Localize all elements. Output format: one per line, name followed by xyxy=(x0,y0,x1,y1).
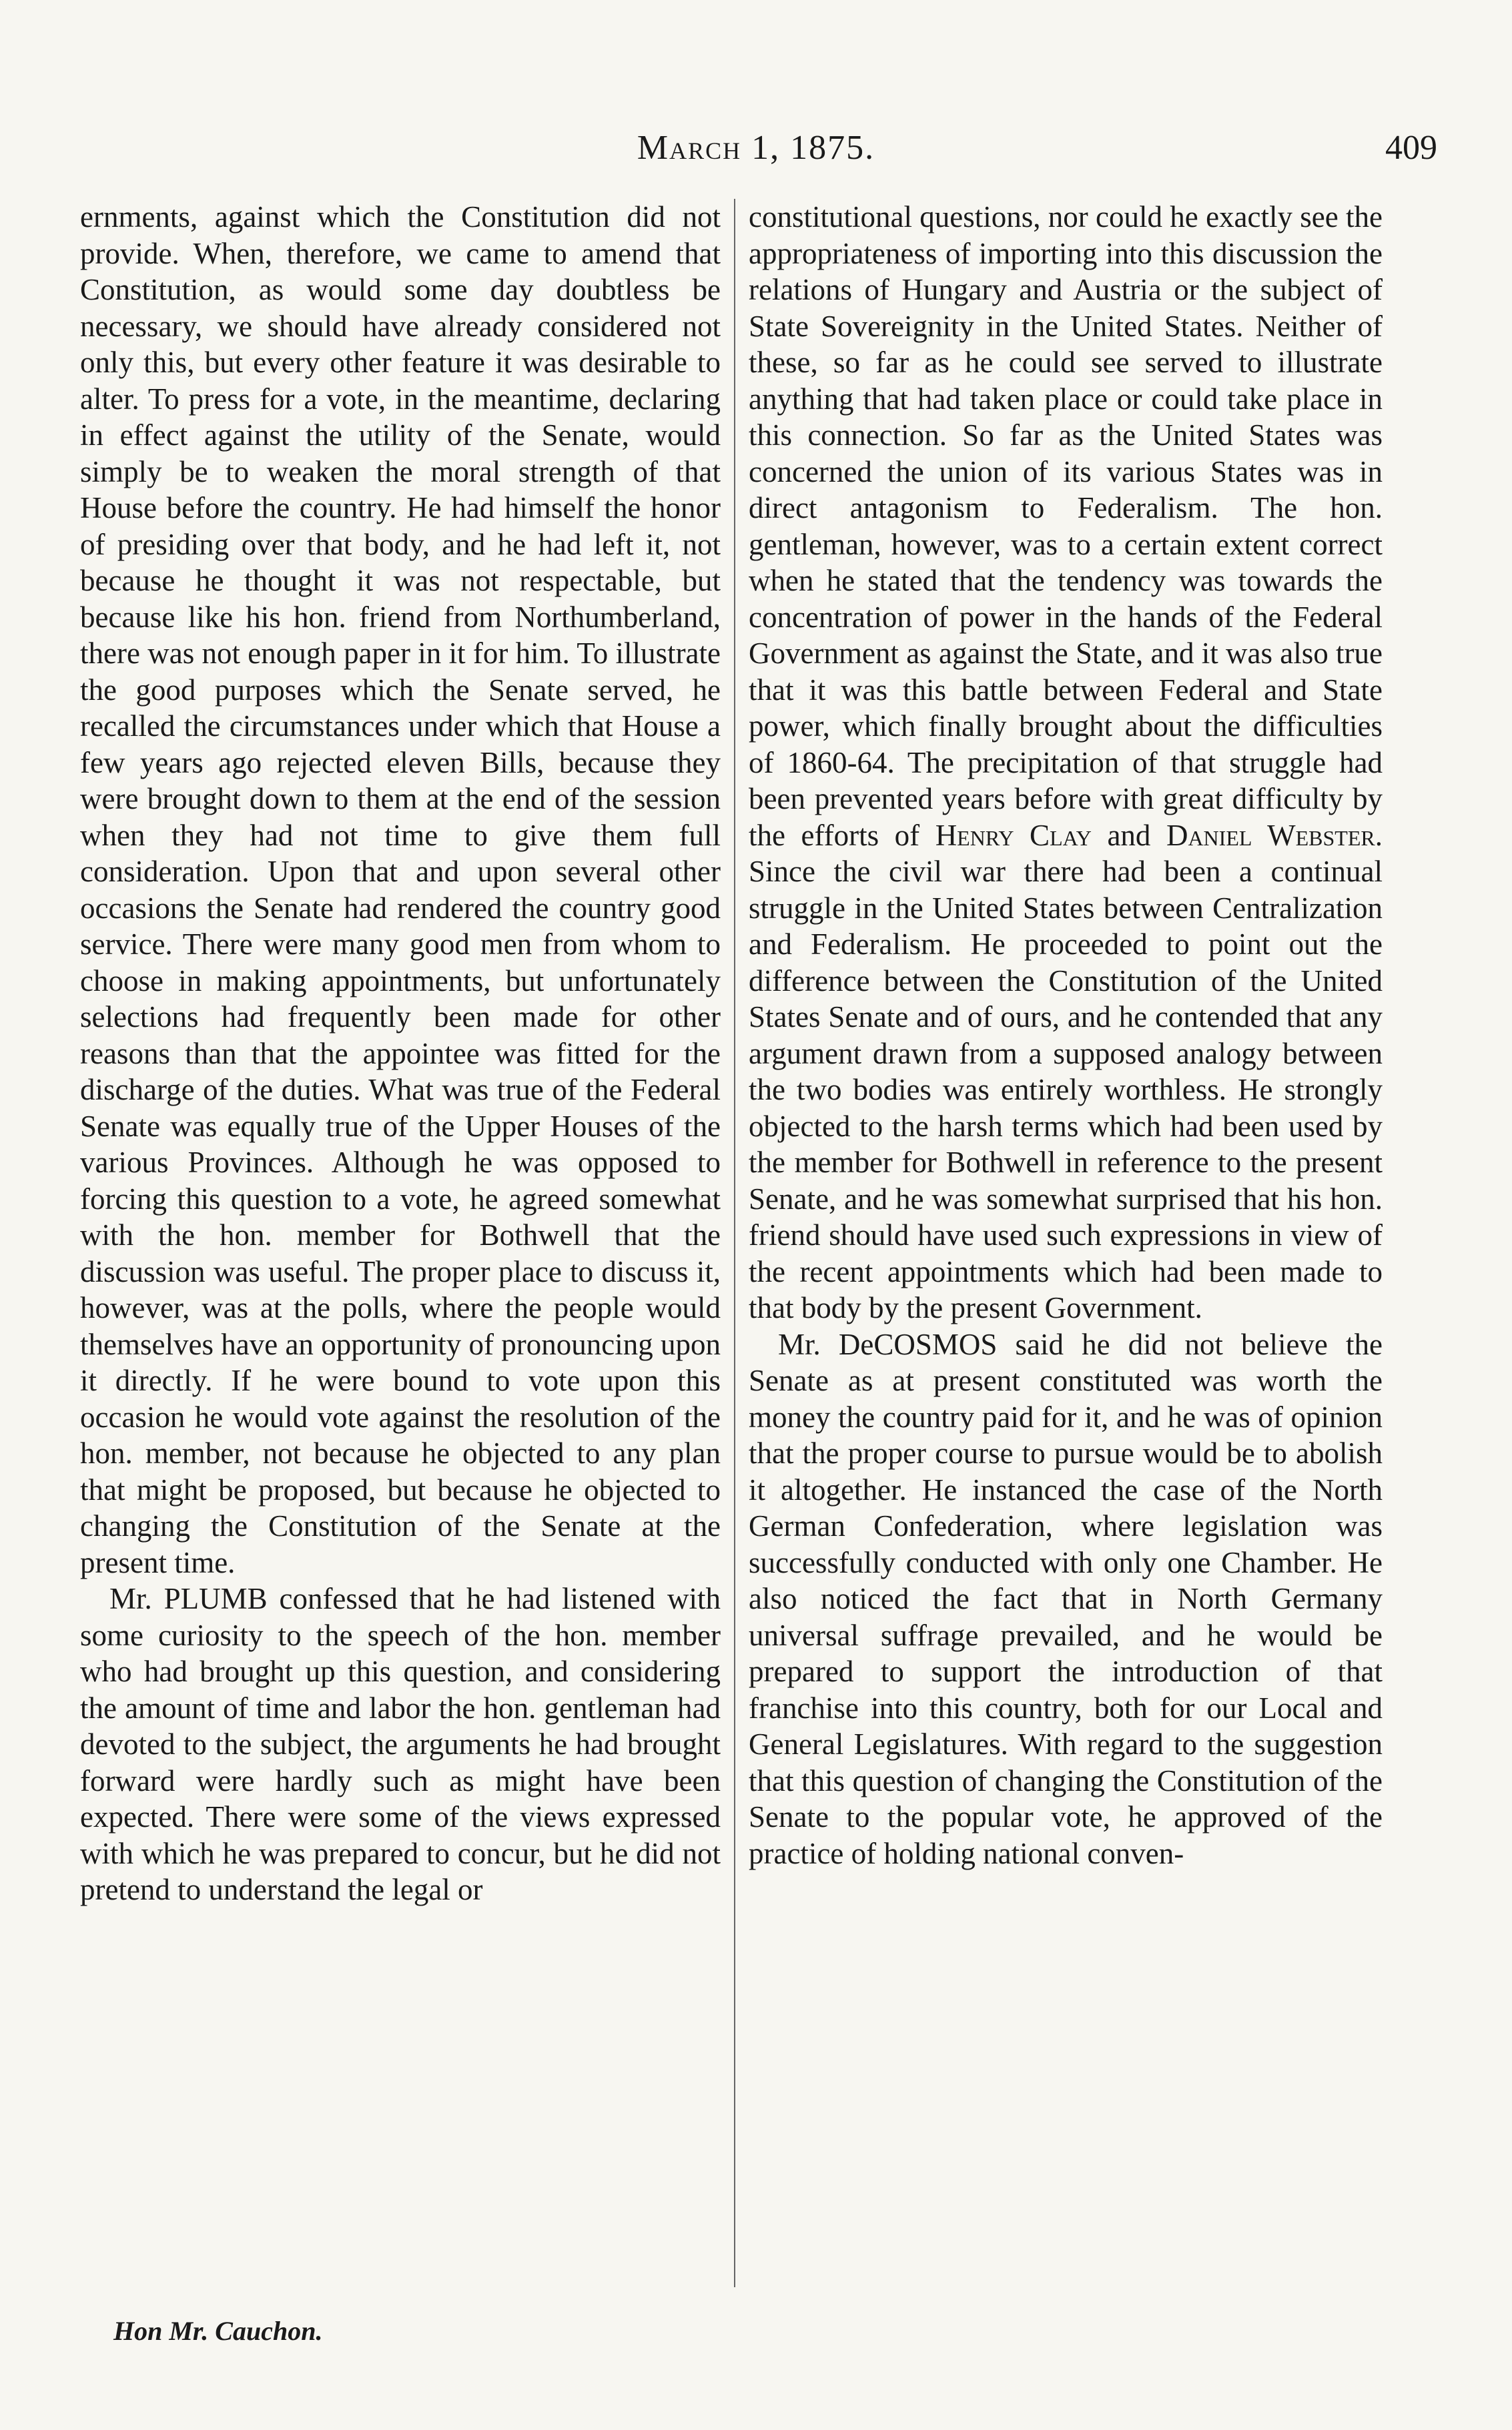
footer-speaker-note: Hon Mr. Cauchon. xyxy=(113,2316,323,2346)
right-paragraph-1 xyxy=(749,199,1383,1326)
person-name-daniel-webster: Daniel Webster. xyxy=(1166,818,1383,852)
left-column xyxy=(80,199,721,1908)
left-paragraph-2: Mr. PLUMB confessed that he had listened with some curiosity to the speech of the hon. member who had brought up this question, and considering the amount of time and labor the hon. gentleman had devoted to the subject, the arguments he had brought forward were hardly such as might have been expected. There were some of the views expressed with which he was prepared to concur, but he did not pretend to understand the legal or xyxy=(80,1582,721,1906)
right-paragraph-2: Mr. DeCOSMOS said he did not believe the Senate as at present constituted was worth the money the country paid for it, and he was of opinion that the proper course to pursue would be to abolish it altogether. He instanced the case of the North German Confederation, where legislation was successfully conducted with only one Chamber. He also noticed the fact that in North Germany universal suffrage prevailed, and he would be prepared to support the introduction of that franchise into this country, both for our Local and General Legislatures. With regard to the suggestion that this question of changing the Constitution of the Senate to the popular vote, he approved of the practice of holding national conven- xyxy=(749,1327,1383,1870)
right-paragraph-1-text-b: Since the civil war there had been a continual struggle in the United States between Centralization and Federalism. He proceeded to point out the difference between the Constitution of the United States Senate and of ours, and he contended that any argument drawn from a supposed analogy between the two bodies was entirely worthless. He strongly objected to the harsh terms which had been used by the member for Bothwell in reference to the present Senate, and he was somewhat surprised that his hon. friend should have used such expressions in view of the recent appointments which had been made to that body by the present Government. xyxy=(749,855,1383,1324)
right-paragraph-1-text-a: constitutional questions, nor could he exactly see the appropriateness of importing into this discussion the relations of Hungary and Austria or the subject of State Sovereignity in the United States. Neither of these, so far as he could see served to illustrate anything that had taken place or could take place in this connection. So far as the United States was concerned the union of its various States was in direct antagonism to Federalism. The hon. gentleman, however, was to a certain extent correct when he stated that the tendency was towards the concentration of power in the hands of the Federal Government as against the State, and it was also true that it was this battle between Federal and State power, which finally brought about the difficulties of 1860-64. The precipitation of that struggle had been prevented years before with great difficulty by the efforts of xyxy=(749,200,1383,852)
right-column xyxy=(749,199,1383,1872)
page-header-date: March 1, 1875. xyxy=(637,129,875,167)
conjunction-and: and xyxy=(1107,818,1151,852)
person-name-henry-clay: Henry Clay xyxy=(935,818,1092,852)
left-paragraph-1: ernments, against which the Constitution did not provide. When, therefore, we came to amend that Constitution, as would some day doubtless be necessary, we should have already considered not only this, but every other feature it was desirable to alter. To press for a vote, in the meantime, declaring in effect against the utility of the Senate, would simply be to weaken the moral strength of that House before the country. He had himself the honor of presiding over that body, and he had left it, not because he thought it was not respectable, but because like his hon. friend from Northumberland, there was not enough paper in it for him. To illustrate the good purposes which the Senate served, he recalled the circumstances under which that House a few years ago rejected eleven Bills, because they were brought down to them at the end of the session when they had not time to give them full consideration. Upon that and upon several other occasions the Senate had rendered the country good service. There were many good men from whom to choose in making appointments, but unfortunately selections had frequently been made for other reasons than that the appointee was fitted for the discharge of the duties. What was true of the Federal Senate was equally true of the Upper Houses of the various Provinces. Although he was opposed to forcing this question to a vote, he agreed somewhat with the hon. member for Bothwell that the discussion was useful. The proper place to discuss it, however, was at the polls, where the people would themselves have an opportunity of pronouncing upon it directly. If he were bound to vote upon this occasion he would vote against the resolution of the hon. member, not because he objected to any plan that might be proposed, but because he objected to changing the Constitution of the Senate at the present time. xyxy=(80,200,721,1579)
page-number: 409 xyxy=(1385,129,1437,167)
column-divider xyxy=(734,199,735,2287)
